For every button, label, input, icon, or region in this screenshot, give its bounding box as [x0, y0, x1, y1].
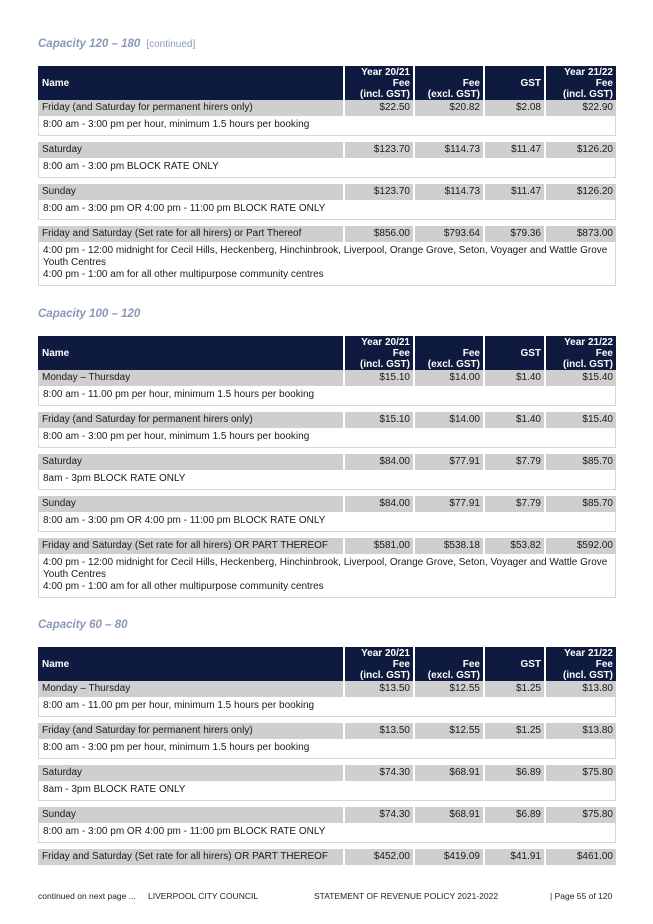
header-incl-gst: (incl. GST)	[563, 670, 613, 681]
fee-item-description-row	[38, 470, 616, 490]
fee-2021-incl-gst: $74.30	[343, 807, 413, 823]
fee-2122-incl-gst: $873.00	[544, 226, 616, 242]
fee-excl-gst: $114.73	[413, 184, 483, 200]
section-title	[38, 38, 195, 50]
header-year-2021: Year 20/21	[361, 337, 410, 348]
fee-2021-incl-gst: $84.00	[343, 496, 413, 512]
fee-2021-incl-gst: $22.50	[343, 100, 413, 116]
header-fee-label: Fee	[595, 659, 613, 670]
fee-excl-gst: $77.91	[413, 496, 483, 512]
fee-2021-incl-gst: $13.50	[343, 723, 413, 739]
fee-item-description: 8:00 am - 11.00 pm per hour, minimum 1.5 hours per booking	[38, 386, 616, 406]
fee-excl-gst: $68.91	[413, 765, 483, 781]
header-fee-incl-2122	[544, 336, 616, 370]
gst-amount: $6.89	[483, 765, 544, 781]
fee-2021-incl-gst: $84.00	[343, 454, 413, 470]
fee-2021-incl-gst: $123.70	[343, 184, 413, 200]
fee-item-description: 8am - 3pm BLOCK RATE ONLY	[38, 470, 616, 490]
fee-2122-incl-gst: $15.40	[544, 412, 616, 428]
header-fee-excl	[413, 336, 483, 370]
fee-item-description: 8:00 am - 3:00 pm OR 4:00 pm - 11:00 pm BLOCK RATE ONLY	[38, 200, 616, 220]
fee-2021-incl-gst: $123.70	[343, 142, 413, 158]
fee-item-description-row	[38, 242, 616, 286]
fee-2122-incl-gst: $126.20	[544, 184, 616, 200]
gst-amount: $1.40	[483, 412, 544, 428]
section-title	[38, 619, 128, 631]
fee-item-row	[38, 142, 616, 158]
fee-item-description: 8:00 am - 3:00 pm BLOCK RATE ONLY	[38, 158, 616, 178]
header-fee-incl-2021	[343, 336, 413, 370]
header-year-2122: Year 21/22	[564, 67, 613, 78]
fee-item-row	[38, 184, 616, 200]
header-fee-incl-2122	[544, 66, 616, 100]
header-fee-label: Fee	[392, 348, 410, 359]
fee-excl-gst: $14.00	[413, 370, 483, 386]
fee-item-name: Monday – Thursday	[38, 370, 343, 386]
header-fee-label: Fee	[595, 78, 613, 89]
fee-table	[38, 647, 616, 865]
header-year-2122: Year 21/22	[564, 648, 613, 659]
fee-2122-incl-gst: $15.40	[544, 370, 616, 386]
fee-excl-gst: $68.91	[413, 807, 483, 823]
fee-item-description: 8am - 3pm BLOCK RATE ONLY	[38, 781, 616, 801]
fee-item-row	[38, 496, 616, 512]
header-gst: GST	[483, 647, 544, 681]
header-incl-gst: (incl. GST)	[360, 359, 410, 370]
footer-page-number: | Page 55 of 120	[550, 891, 613, 901]
fee-item-name: Saturday	[38, 454, 343, 470]
fee-item-row	[38, 370, 616, 386]
header-name: Name	[38, 66, 343, 100]
fee-item-name: Friday (and Saturday for permanent hirers only)	[38, 412, 343, 428]
fee-item-row	[38, 538, 616, 554]
gst-amount: $1.25	[483, 723, 544, 739]
fee-item-description-row	[38, 512, 616, 532]
fee-item-description-row	[38, 823, 616, 843]
fee-excl-gst: $12.55	[413, 681, 483, 697]
fee-excl-gst: $793.64	[413, 226, 483, 242]
fee-item-description: 4:00 pm - 12:00 midnight for Cecil Hills, Heckenberg, Hinchinbrook, Liverpool, Orange Grove, Seton, Voyager and Wattle Grove Youth Centres 4:00 pm - 1:00 am for all other multipurpose community centres	[38, 242, 616, 286]
header-gst: GST	[483, 66, 544, 100]
header-incl-gst: (incl. GST)	[360, 670, 410, 681]
footer-statement: STATEMENT OF REVENUE POLICY 2021-2022	[314, 891, 499, 901]
fee-item-name: Friday and Saturday (Set rate for all hirers) OR PART THEREOF	[38, 849, 343, 865]
fee-item-description: 8:00 am - 3:00 pm per hour, minimum 1.5 hours per booking	[38, 428, 616, 448]
header-fee-label: Fee	[595, 348, 613, 359]
table-header-row	[38, 66, 616, 100]
fee-item-name: Sunday	[38, 184, 343, 200]
header-fee-excl	[413, 66, 483, 100]
header-year-2122: Year 21/22	[564, 337, 613, 348]
fee-2021-incl-gst: $74.30	[343, 765, 413, 781]
fee-item-description-row	[38, 386, 616, 406]
header-fee-label: Fee	[392, 659, 410, 670]
header-fee-label: Fee	[462, 659, 480, 670]
section-title-text: Capacity 60 – 80	[38, 619, 128, 631]
header-excl-gst: (excl. GST)	[427, 670, 480, 681]
gst-amount: $79.36	[483, 226, 544, 242]
header-fee-incl-2021	[343, 66, 413, 100]
fee-item-name: Friday and Saturday (Set rate for all hirers) OR PART THEREOF	[38, 538, 343, 554]
fee-item-description: 8:00 am - 3:00 pm OR 4:00 pm - 11:00 pm BLOCK RATE ONLY	[38, 823, 616, 843]
fee-item-row	[38, 723, 616, 739]
fee-item-name: Friday and Saturday (Set rate for all hirers) or Part Thereof	[38, 226, 343, 242]
gst-amount: $7.79	[483, 496, 544, 512]
fee-2122-incl-gst: $85.70	[544, 496, 616, 512]
fee-item-row	[38, 681, 616, 697]
fee-excl-gst: $77.91	[413, 454, 483, 470]
fee-item-name: Saturday	[38, 765, 343, 781]
fee-2122-incl-gst: $13.80	[544, 681, 616, 697]
fee-item-row	[38, 765, 616, 781]
fee-item-description: 8:00 am - 3:00 pm per hour, minimum 1.5 hours per booking	[38, 116, 616, 136]
fee-item-description-row	[38, 428, 616, 448]
fee-2021-incl-gst: $856.00	[343, 226, 413, 242]
fee-item-name: Sunday	[38, 496, 343, 512]
gst-amount: $1.25	[483, 681, 544, 697]
fee-excl-gst: $538.18	[413, 538, 483, 554]
fee-2021-incl-gst: $452.00	[343, 849, 413, 865]
fee-2122-incl-gst: $85.70	[544, 454, 616, 470]
fee-table	[38, 336, 616, 598]
header-excl-gst: (excl. GST)	[427, 89, 480, 100]
fee-2021-incl-gst: $15.10	[343, 370, 413, 386]
fee-item-name: Monday – Thursday	[38, 681, 343, 697]
fee-item-description-row	[38, 200, 616, 220]
fee-2122-incl-gst: $592.00	[544, 538, 616, 554]
gst-amount: $11.47	[483, 142, 544, 158]
gst-amount: $2.08	[483, 100, 544, 116]
header-fee-label: Fee	[392, 78, 410, 89]
gst-amount: $7.79	[483, 454, 544, 470]
fee-item-description-row	[38, 554, 616, 598]
header-year-2021: Year 20/21	[361, 648, 410, 659]
header-gst: GST	[483, 336, 544, 370]
header-name: Name	[38, 336, 343, 370]
header-name: Name	[38, 647, 343, 681]
gst-amount: $6.89	[483, 807, 544, 823]
table-header-row	[38, 647, 616, 681]
fee-item-row	[38, 100, 616, 116]
section-title-text: Capacity 120 – 180	[38, 38, 141, 50]
fee-excl-gst: $419.09	[413, 849, 483, 865]
fee-item-description: 4:00 pm - 12:00 midnight for Cecil Hills, Heckenberg, Hinchinbrook, Liverpool, Orange Grove, Seton, Voyager and Wattle Grove Youth Centres 4:00 pm - 1:00 am for all other multipurpose community centres	[38, 554, 616, 598]
fee-table	[38, 66, 616, 286]
gst-amount: $1.40	[483, 370, 544, 386]
fee-excl-gst: $114.73	[413, 142, 483, 158]
section-title	[38, 308, 140, 320]
fee-item-description: 8:00 am - 3:00 pm OR 4:00 pm - 11:00 pm BLOCK RATE ONLY	[38, 512, 616, 532]
fee-2122-incl-gst: $13.80	[544, 723, 616, 739]
fee-item-name: Friday (and Saturday for permanent hirers only)	[38, 723, 343, 739]
fee-item-row	[38, 454, 616, 470]
fee-item-description: 8:00 am - 3:00 pm per hour, minimum 1.5 hours per booking	[38, 739, 616, 759]
gst-amount: $41.91	[483, 849, 544, 865]
fee-item-row	[38, 807, 616, 823]
header-fee-incl-2021	[343, 647, 413, 681]
header-incl-gst: (incl. GST)	[563, 89, 613, 100]
header-incl-gst: (incl. GST)	[360, 89, 410, 100]
fee-2122-incl-gst: $75.80	[544, 807, 616, 823]
header-fee-incl-2122	[544, 647, 616, 681]
fee-2122-incl-gst: $126.20	[544, 142, 616, 158]
header-incl-gst: (incl. GST)	[563, 359, 613, 370]
fee-item-description-row	[38, 158, 616, 178]
fee-excl-gst: $14.00	[413, 412, 483, 428]
table-header-row	[38, 336, 616, 370]
fee-item-name: Saturday	[38, 142, 343, 158]
fee-item-name: Sunday	[38, 807, 343, 823]
header-fee-excl	[413, 647, 483, 681]
gst-amount: $53.82	[483, 538, 544, 554]
fee-item-row	[38, 226, 616, 242]
fee-2021-incl-gst: $13.50	[343, 681, 413, 697]
header-year-2021: Year 20/21	[361, 67, 410, 78]
fee-2021-incl-gst: $581.00	[343, 538, 413, 554]
fee-item-description: 8:00 am - 11.00 pm per hour, minimum 1.5 hours per booking	[38, 697, 616, 717]
footer-council: LIVERPOOL CITY COUNCIL	[148, 891, 259, 901]
section-continued-note: [continued]	[146, 39, 196, 50]
fee-excl-gst: $12.55	[413, 723, 483, 739]
fee-item-description-row	[38, 116, 616, 136]
fee-item-description-row	[38, 739, 616, 759]
header-excl-gst: (excl. GST)	[427, 359, 480, 370]
fee-item-row	[38, 412, 616, 428]
fee-item-description-row	[38, 781, 616, 801]
fee-2122-incl-gst: $22.90	[544, 100, 616, 116]
fee-2122-incl-gst: $75.80	[544, 765, 616, 781]
footer-continued: continued on next page ...	[38, 891, 136, 901]
fee-item-name: Friday (and Saturday for permanent hirers only)	[38, 100, 343, 116]
gst-amount: $11.47	[483, 184, 544, 200]
section-title-text: Capacity 100 – 120	[38, 308, 141, 320]
fee-item-row	[38, 849, 616, 865]
fee-2122-incl-gst: $461.00	[544, 849, 616, 865]
header-fee-label: Fee	[462, 78, 480, 89]
header-fee-label: Fee	[462, 348, 480, 359]
fee-excl-gst: $20.82	[413, 100, 483, 116]
fee-item-description-row	[38, 697, 616, 717]
fee-2021-incl-gst: $15.10	[343, 412, 413, 428]
